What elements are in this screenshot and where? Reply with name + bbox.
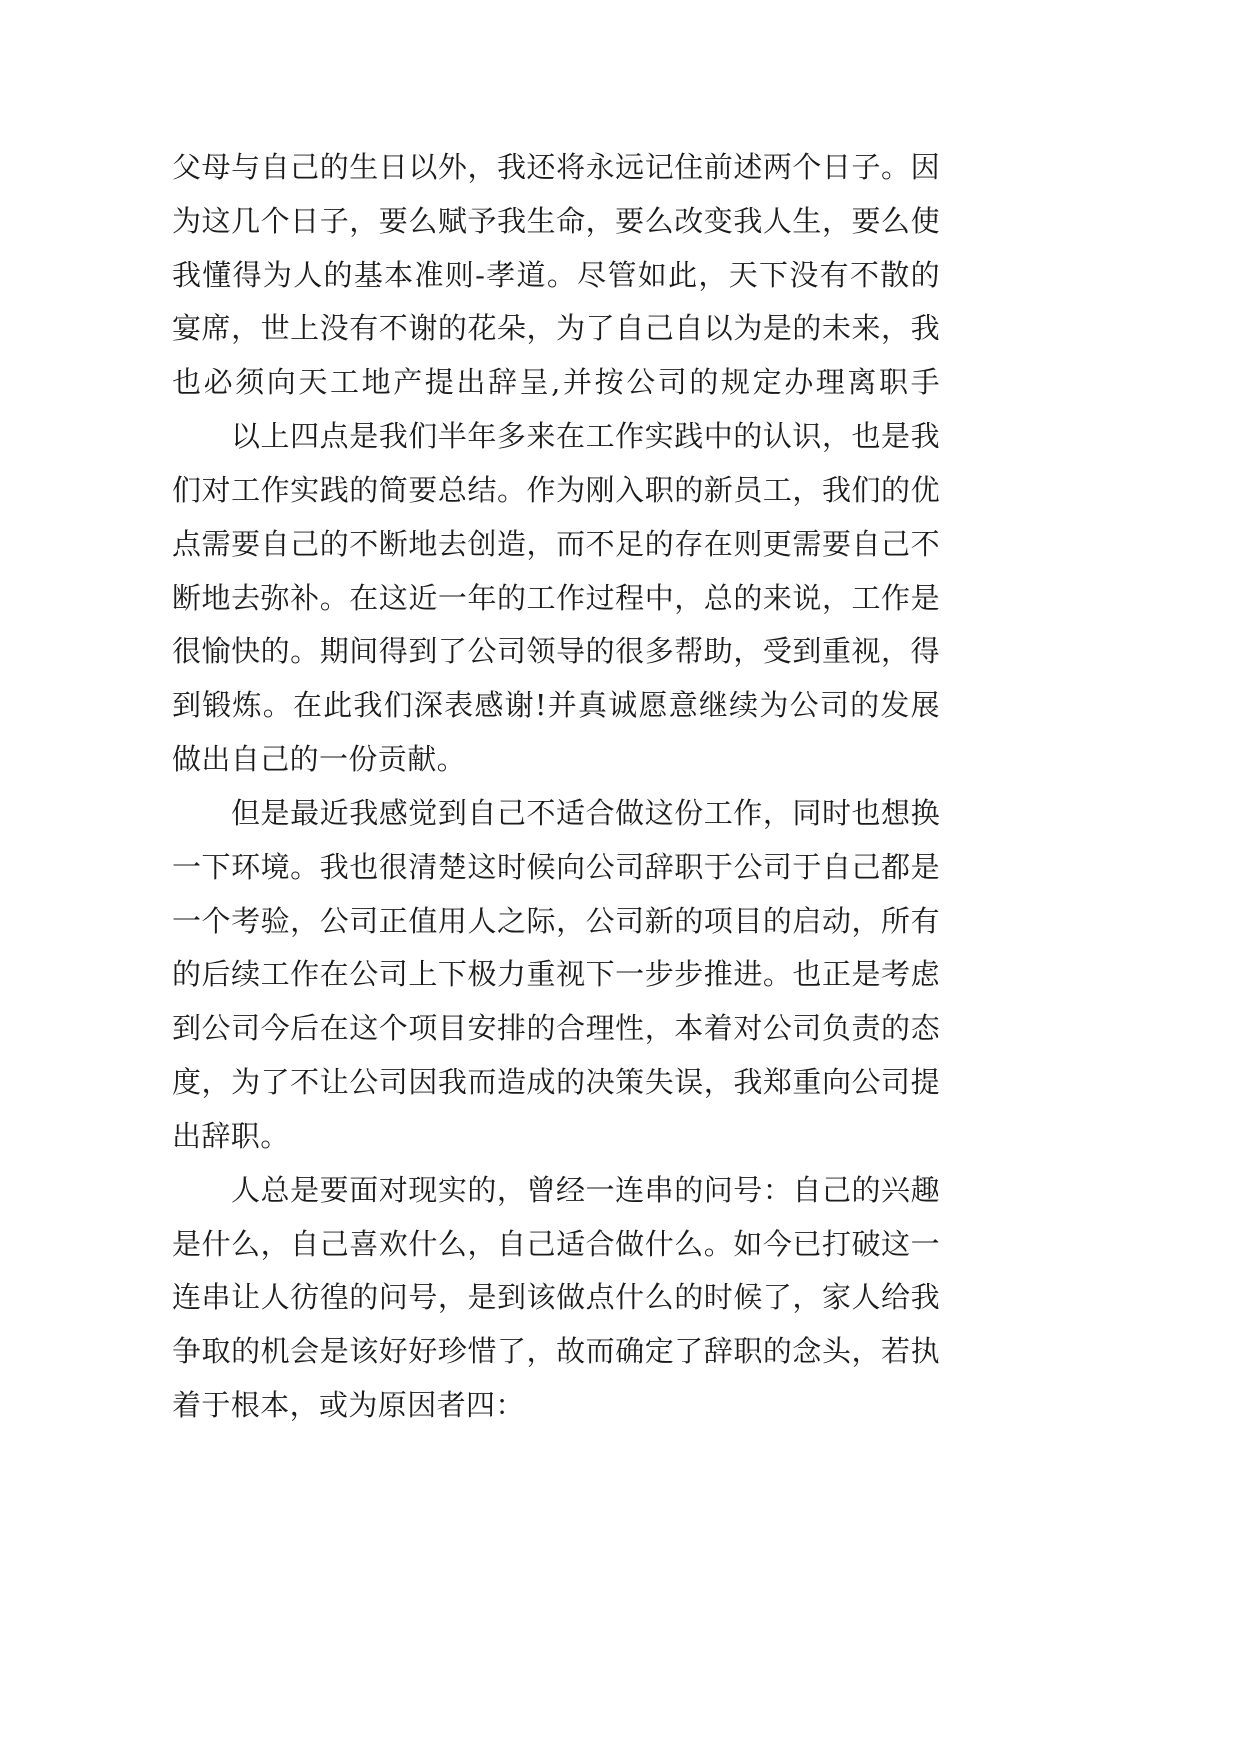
document-body	[172, 141, 940, 1433]
paragraph-2	[172, 410, 940, 787]
text-line: 们对工作实践的简要总结。作为刚入职的新员工，我们的优	[172, 472, 940, 507]
paragraph-3	[172, 787, 940, 1164]
text-line: 着于根本，或为原因者四：	[172, 1388, 525, 1423]
paragraph-4	[172, 1164, 940, 1433]
text-line: 到公司今后在这个项目安排的合理性，本着对公司负责的态	[172, 1011, 940, 1046]
text-line: 人总是要面对现实的，曾经一连串的问号：自己的兴趣	[231, 1172, 940, 1207]
text-line: 点需要自己的不断地去创造，而不足的存在则更需要自己不	[172, 526, 940, 561]
text-line: 是什么，自己喜欢什么，自己适合做什么。如今已打破这一	[172, 1226, 940, 1261]
text-line: 但是最近我感觉到自己不适合做这份工作，同时也想换	[231, 795, 940, 830]
text-line: 一下环境。我也很清楚这时候向公司辞职于公司于自己都是	[172, 849, 940, 884]
text-line: 的后续工作在公司上下极力重视下一步步推进。也正是考虑	[172, 957, 940, 992]
text-line: 争取的机会是该好好珍惜了，故而确定了辞职的念头，若执	[172, 1334, 940, 1369]
text-line: 我懂得为人的基本准则-孝道。尽管如此，天下没有不散的	[172, 257, 940, 292]
text-line: 为这几个日子，要么赋予我生命，要么改变我人生，要么使	[172, 203, 940, 238]
text-line: 做出自己的一份贡献。	[172, 742, 467, 777]
text-line: 连串让人彷徨的问号，是到该做点什么的时候了，家人给我	[172, 1280, 940, 1315]
text-line: 很愉快的。期间得到了公司领导的很多帮助，受到重视，得	[172, 634, 940, 669]
text-line: 宴席，世上没有不谢的花朵，为了自己自以为是的未来，我	[172, 311, 940, 346]
text-line: 出辞职。	[172, 1118, 290, 1153]
text-line: 度，为了不让公司因我而造成的决策失误，我郑重向公司提	[172, 1065, 940, 1100]
text-line: 父母与自己的生日以外，我还将永远记住前述两个日子。因	[172, 150, 940, 184]
paragraph-1	[172, 141, 940, 410]
text-line: 也必须向天工地产提出辞呈,并按公司的规定办理离职手	[172, 365, 940, 400]
text-line: 到锻炼。在此我们深表感谢!并真诚愿意继续为公司的发展	[172, 688, 940, 723]
text-line: 一个考验，公司正值用人之际，公司新的项目的启动，所有	[172, 903, 940, 938]
text-line: 以上四点是我们半年多来在工作实践中的认识，也是我	[231, 419, 940, 454]
text-line: 断地去弥补。在这近一年的工作过程中，总的来说，工作是	[172, 580, 940, 615]
